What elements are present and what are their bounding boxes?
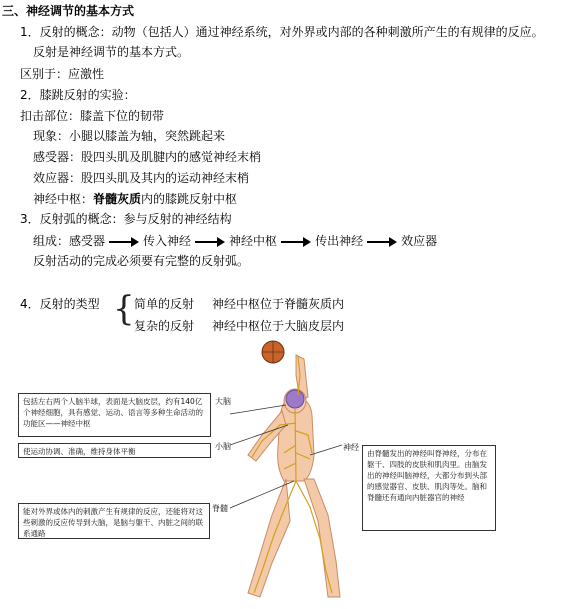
cerebellum-description: 使运动协调、准确，维持身体平衡 (18, 443, 211, 458)
nerve-center-bold: 脊髓灰质 (93, 192, 142, 206)
simple-reflex-name: 简单的反射 (134, 297, 195, 311)
reflex-arc-concept: 3．反射弧的概念：参与反射的神经结构 (20, 212, 232, 226)
effector: 效应器：股四头肌及其内的运动神经末梢 (33, 171, 250, 185)
reflex-concept: 1．反射的概念：动物（包括人）通过神经系统，对外界或内部的各种刺激所产生的有规律的反应。 (20, 25, 544, 39)
reflex-arc-complete: 反射活动的完成必须要有完整的反射弧。 (33, 254, 250, 268)
arrow-icon (281, 237, 311, 247)
phenomenon: 现象：小腿以膝盖为轴，突然跳起来 (33, 129, 226, 143)
brain-icon (286, 390, 304, 408)
arc-part: 效应器 (401, 234, 438, 248)
leader-line (310, 445, 342, 455)
nerve-description: 由脊髓发出的神经叫脊神经，分布在躯干、四肢的皮肤和肌肉里。由脑发出的神经叫脑神经，大都分布到头部的感觉器官、皮肤、肌肉等处。脑和脊髓还有通向内脏器官的神经 (362, 445, 496, 531)
composition-label: 组成： (33, 234, 70, 248)
spinal-cord-label: 脊髓 (212, 504, 228, 513)
complex-reflex-name: 复杂的反射 (134, 319, 195, 333)
arrow-icon (367, 237, 397, 247)
simple-reflex-desc: 神经中枢位于脊髓灰质内 (212, 297, 345, 311)
arc-part: 神经中枢 (229, 234, 278, 248)
spinal-cord-description: 能对外界或体内的刺激产生有规律的反应，还能将对这些刺激的反应传导到大脑，是脑与躯干、内脏之间的联系通路 (18, 503, 210, 539)
nervous-system-figure (200, 335, 370, 607)
nerve-label: 神经 (343, 443, 359, 452)
leader-line (230, 405, 286, 414)
receptor: 感受器：股四头肌及肌腱内的感觉神经末梢 (33, 150, 262, 164)
arc-part: 传出神经 (315, 234, 364, 248)
nerve-center (33, 191, 237, 207)
complex-reflex-desc: 神经中枢位于大脑皮层内 (212, 319, 345, 333)
nerve-center-suffix: 内的膝跳反射中枢 (141, 192, 238, 206)
tap-location: 扣击部位：膝盖下位的韧带 (20, 109, 165, 123)
arrow-icon (109, 237, 139, 247)
knee-jerk-heading: 2．膝跳反射的实验： (20, 88, 136, 102)
arc-part: 传入神经 (143, 234, 192, 248)
reflex-basic-mode: 反射是神经调节的基本方式。 (33, 45, 190, 59)
brain-description: 包括左右两个人脑半球，表面是大脑皮层，约有140亿个神经细胞，具有感觉、运动、语言等多种生命活动的功能区——神经中枢 (18, 393, 211, 437)
reflex-arc-composition (33, 233, 437, 249)
arrow-icon (195, 237, 225, 247)
arc-part: 感受器 (69, 234, 106, 248)
brain-label: 大脑 (215, 397, 231, 406)
reflex-distinction: 区别于：应激性 (20, 67, 105, 81)
brace-icon: { (113, 289, 135, 329)
section-title: 三、神经调节的基本方式 (2, 4, 135, 18)
nerve-center-prefix: 神经中枢： (33, 192, 94, 206)
reflex-types-heading: 4．反射的类型 (20, 297, 100, 311)
cerebellum-label: 小脑 (215, 442, 231, 451)
